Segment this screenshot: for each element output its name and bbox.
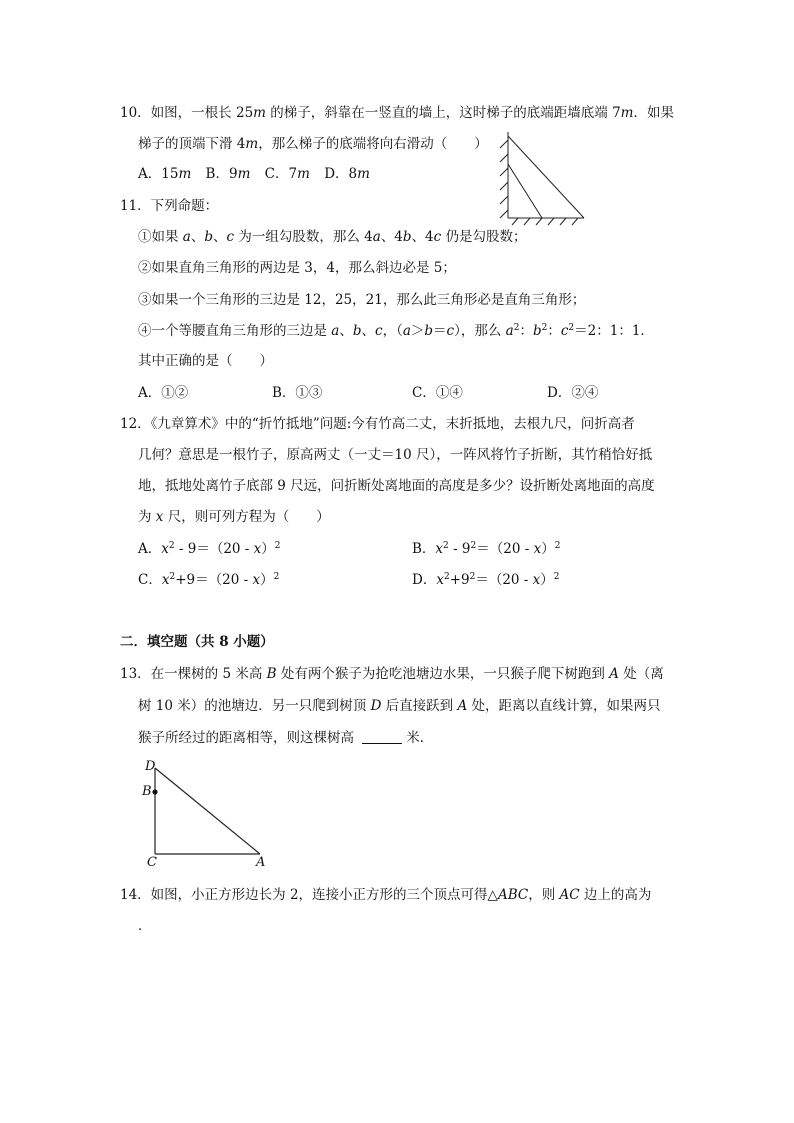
q11-option-a[interactable]: A．①② (138, 385, 189, 401)
q12-line2: 几何？意思是一根竹子，原高两丈（一丈＝10 尺），一阵风将竹子折断，其竹稍恰好抵 (138, 447, 653, 463)
label-c: C (147, 855, 157, 870)
q13-line1: 13．在一棵树的 5 米高 B 处有两个猴子为抢吃池塘边水果，一只猴子爬下树跑到 A 处（离 (120, 666, 664, 682)
q10-option-a[interactable]: A．15m (138, 166, 192, 182)
q10-option-c[interactable]: C．7m (264, 166, 310, 182)
q10-line1: 10．如图，一根长 25m 的梯子，斜靠在一竖直的墙上，这时梯子的底端距墙底端 7m．如果 (120, 105, 674, 121)
label-d: D (145, 759, 156, 774)
q11-option-b[interactable]: B．①③ (272, 385, 323, 401)
q12-line3: 地，抵地处离竹子底部 9 尺远，问折断处离地面的高度是多少？设折断处离地面的高度 (138, 478, 655, 494)
label-a: A (256, 855, 266, 870)
tree-triangle-figure (142, 758, 282, 868)
q11-statement-4: ④一个等腰直角三角形的三边是 a、b、c，（a＞b＝c），那么 $a^2$：$b^2$：$c^2=2$：1：1． (138, 323, 654, 339)
ground-hatching (512, 218, 578, 225)
hypotenuse-line (155, 768, 260, 854)
q11-statement-3: ③如果一个三角形的三边是 12，25，21，那么此三角形必是直角三角形； (138, 292, 586, 308)
ladder-lower (508, 164, 542, 218)
q11-statement-2: ②如果直角三角形的两边是 3，4，那么斜边必是 5； (138, 260, 456, 276)
section-heading: 二．填空题（共 8 小题） (120, 634, 274, 650)
q12-line4: 为 x 尺，则可列方程为（ ） (138, 509, 330, 525)
wall-hatching (500, 140, 508, 218)
q10-line2: 梯子的顶端下滑 4m，那么梯子的底端将向右滑动（ ） (138, 136, 488, 152)
q13-line3: 猴子所经过的距离相等，则这棵树高 米． (138, 730, 434, 746)
q10-option-d[interactable]: D．8m (324, 166, 370, 182)
q12-line1: 12．《九章算术》中的“折竹抵地”问题:今有竹高二丈，末折抵地，去根九尺，问折高者 (120, 416, 635, 432)
q14-line2: ． (138, 918, 152, 934)
q11-option-d[interactable]: D．②④ (547, 385, 599, 401)
answer-blank[interactable] (362, 731, 402, 744)
ladder-upper (508, 136, 584, 218)
ladder-figure (498, 130, 598, 230)
q11-statement-1: ①如果 a、b、c 为一组勾股数，那么 4a、4b、4c 仍是勾股数； (138, 229, 527, 245)
q14-line1: 14．如图，小正方形边长为 2，连接小正方形的三个顶点可得△ABC，则 AC 边上的高为 (120, 887, 652, 903)
q11-line1: 11．下列命题： (120, 198, 219, 214)
q12-option-b[interactable]: B．$x^2 - 9^2=(20 - x)^2$ (412, 541, 561, 557)
label-b: B (142, 784, 152, 799)
q11-option-c[interactable]: C．①④ (412, 385, 463, 401)
point-b (152, 789, 157, 794)
q12-option-d[interactable]: D．$x^2+9^2=(20 - x)^2$ (412, 572, 560, 588)
q10-options (138, 165, 370, 183)
q11-prompt: 其中正确的是（ ） (138, 353, 273, 369)
q10-option-b[interactable]: B．9m (205, 166, 251, 182)
q12-option-a[interactable]: A．$x^2 - 9=(20 - x)^2$ (138, 541, 281, 557)
q13-line2: 树 10 米）的池塘边．另一只爬到树顶 D 后直接跃到 A 处，距离以直线计算，如果两只 (138, 698, 661, 714)
q12-option-c[interactable]: C．$x^2+9=(20 - x)^2$ (138, 572, 280, 588)
